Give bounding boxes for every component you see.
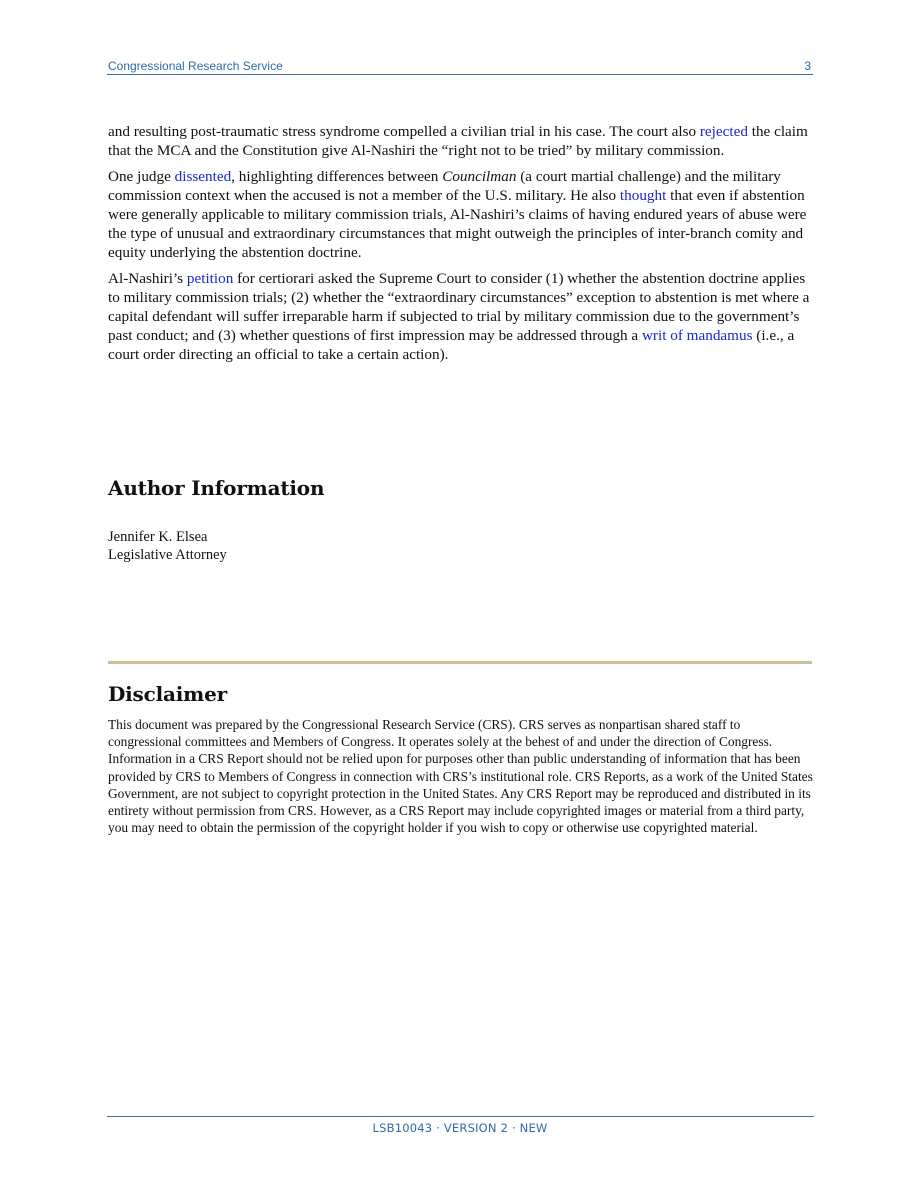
page-header [107, 58, 813, 75]
page-footer: LSB10043 · VERSION 2 · NEW [372, 1121, 548, 1135]
author-title: Legislative Attorney [108, 547, 227, 563]
rejected-link[interactable]: rejected [699, 123, 748, 140]
page-number: 3 [804, 59, 811, 73]
paragraph-2: One judge dissented, highlighting differences between Councilman (a court martial challenge) and the military commission context when the accused is not a member of the U.S. military. He also thought that even if abstention were generally applicable to military commission trials, Al-Nashiri’s claims of having endured years of abuse were the type of unusual and extraordinary circumstances that might outweigh the principles of inter-branch comity and equity underlying the abstention doctrine. [108, 168, 807, 261]
petition-link[interactable]: petition [186, 270, 234, 287]
header-org: Congressional Research Service [108, 59, 283, 73]
disclaimer-heading: Disclaimer [108, 682, 227, 706]
footer-divider [107, 1116, 814, 1117]
author-heading: Author Information [108, 476, 325, 500]
thought-link[interactable]: thought [619, 187, 667, 204]
body-text [108, 122, 814, 371]
author-name: Jennifer K. Elsea [108, 529, 208, 545]
dissented-link[interactable]: dissented [174, 168, 232, 185]
author-block [108, 528, 227, 564]
section-divider [108, 661, 812, 664]
case-name: Councilman [442, 168, 517, 185]
disclaimer-text: This document was prepared by the Congressional Research Service (CRS). CRS serves as nonpartisan shared staff to congressional committees and Members of Congress. It operates solely at the behest of and under the direction of Congress. Information in a CRS Report should not be relied upon for purposes other than public understanding of information that has been provided by CRS to Members of Congress in connection with CRS’s institutional role. CRS Reports, as a work of the United States Government, are not subject to copyright protection in the United States. Any CRS Report may be reproduced and distributed in its entirety without permission from CRS. However, as a CRS Report may include copyrighted images or material from a third party, you may need to obtain the permission of the copyright holder if you wish to copy or otherwise use copyrighted material. [108, 717, 813, 836]
paragraph-1: and resulting post-traumatic stress syndrome compelled a civilian trial in his case. The court also rejected the claim that the MCA and the Constitution give Al-Nashiri the “right not to be tried” by military commission. [108, 123, 808, 159]
paragraph-3: Al-Nashiri’s petition for certiorari asked the Supreme Court to consider (1) whether the abstention doctrine applies to military commission trials; (2) whether the “extraordinary circumstances” exception to abstention is met where a capital defendant will suffer irreparable harm if subjected to trial by military commission due to the government’s past conduct; and (3) whether questions of first impression may be addressed through a writ of mandamus (i.e., a court order directing an official to take a certain action). [108, 270, 810, 363]
writ-of-mandamus-link[interactable]: writ of mandamus [641, 327, 753, 344]
